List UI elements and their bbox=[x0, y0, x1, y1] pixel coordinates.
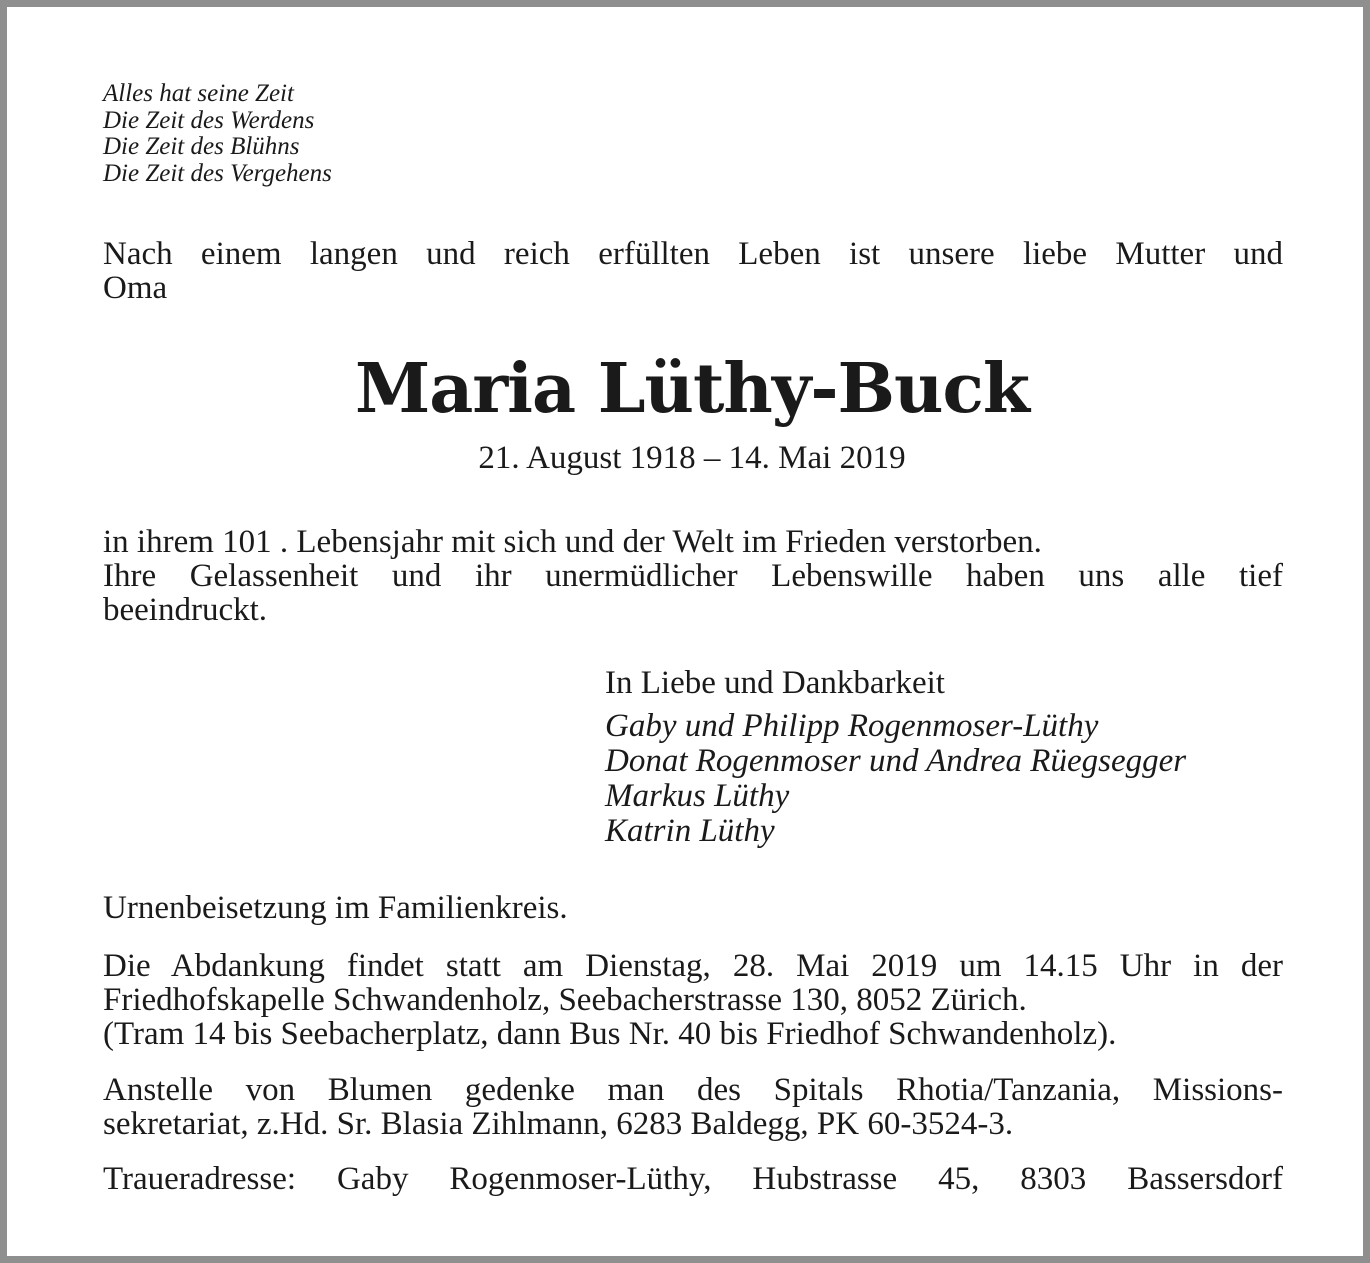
ceremony-line: (Tram 14 bis Seebacherplatz, dann Bus Nr. 40 bis Friedhof Schwandenholz). bbox=[103, 1016, 1117, 1052]
mourning-address-line: Traueradresse: Gaby Rogenmoser-Lüthy, Hubstrasse 45, 8303 Bassersdorf bbox=[103, 1161, 1283, 1197]
donation-line: Anstelle von Blumen gedenke man des Spitals Rhotia/Tanzania, Missions- bbox=[103, 1072, 1283, 1108]
motto-line: Die Zeit des Blühns bbox=[103, 133, 300, 160]
ceremony-line: Die Abdankung findet statt am Dienstag, 28. Mai 2019 um 14.15 Uhr in der bbox=[103, 948, 1283, 984]
ceremony-line: Friedhofskapelle Schwandenholz, Seebacherstrasse 130, 8052 Zürich. bbox=[103, 982, 1027, 1018]
tribute-line: in ihrem 101 . Lebensjahr mit sich und der Welt im Frieden verstorben. bbox=[103, 524, 1042, 560]
donation-paragraph bbox=[103, 1073, 1283, 1141]
mourner-name: Donat Rogenmoser und Andrea Rüegsegger bbox=[605, 743, 1187, 779]
ceremony-paragraph bbox=[103, 949, 1283, 1051]
deceased-name: Maria Lüthy-Buck bbox=[355, 349, 1029, 429]
intro-paragraph bbox=[103, 237, 1283, 305]
life-dates: 21. August 1918 – 14. Mai 2019 bbox=[478, 440, 906, 476]
tribute-line: Ihre Gelassenheit und ihr unermüdlicher Lebenswille haben uns alle tief bbox=[103, 558, 1283, 594]
intro-line: Nach einem langen und reich erfüllten Leben ist unsere liebe Mutter und bbox=[103, 236, 1283, 272]
motto-line: Die Zeit des Vergehens bbox=[103, 159, 332, 187]
motto-poem bbox=[103, 81, 332, 187]
signature-block bbox=[605, 664, 1186, 849]
mourner-name: Gaby und Philipp Rogenmoser-Lüthy bbox=[605, 708, 1099, 744]
intro-line: Oma bbox=[103, 270, 168, 306]
tribute-line: beeindruckt. bbox=[103, 592, 268, 628]
tribute-paragraph bbox=[103, 525, 1283, 627]
mourner-name: Katrin Lüthy bbox=[605, 813, 775, 849]
mourning-address bbox=[103, 1162, 1283, 1196]
donation-line: sekretariat, z.Hd. Sr. Blasia Zihlmann, 6283 Baldegg, PK 60-3524-3. bbox=[103, 1106, 1014, 1142]
motto-line: Alles hat seine Zeit bbox=[103, 80, 294, 107]
signature-heading: In Liebe und Dankbarkeit bbox=[605, 665, 945, 701]
motto-line: Die Zeit des Werdens bbox=[103, 106, 315, 134]
mourner-name: Markus Lüthy bbox=[605, 778, 790, 814]
burial-note: Urnenbeisetzung im Familienkreis. bbox=[103, 890, 568, 926]
